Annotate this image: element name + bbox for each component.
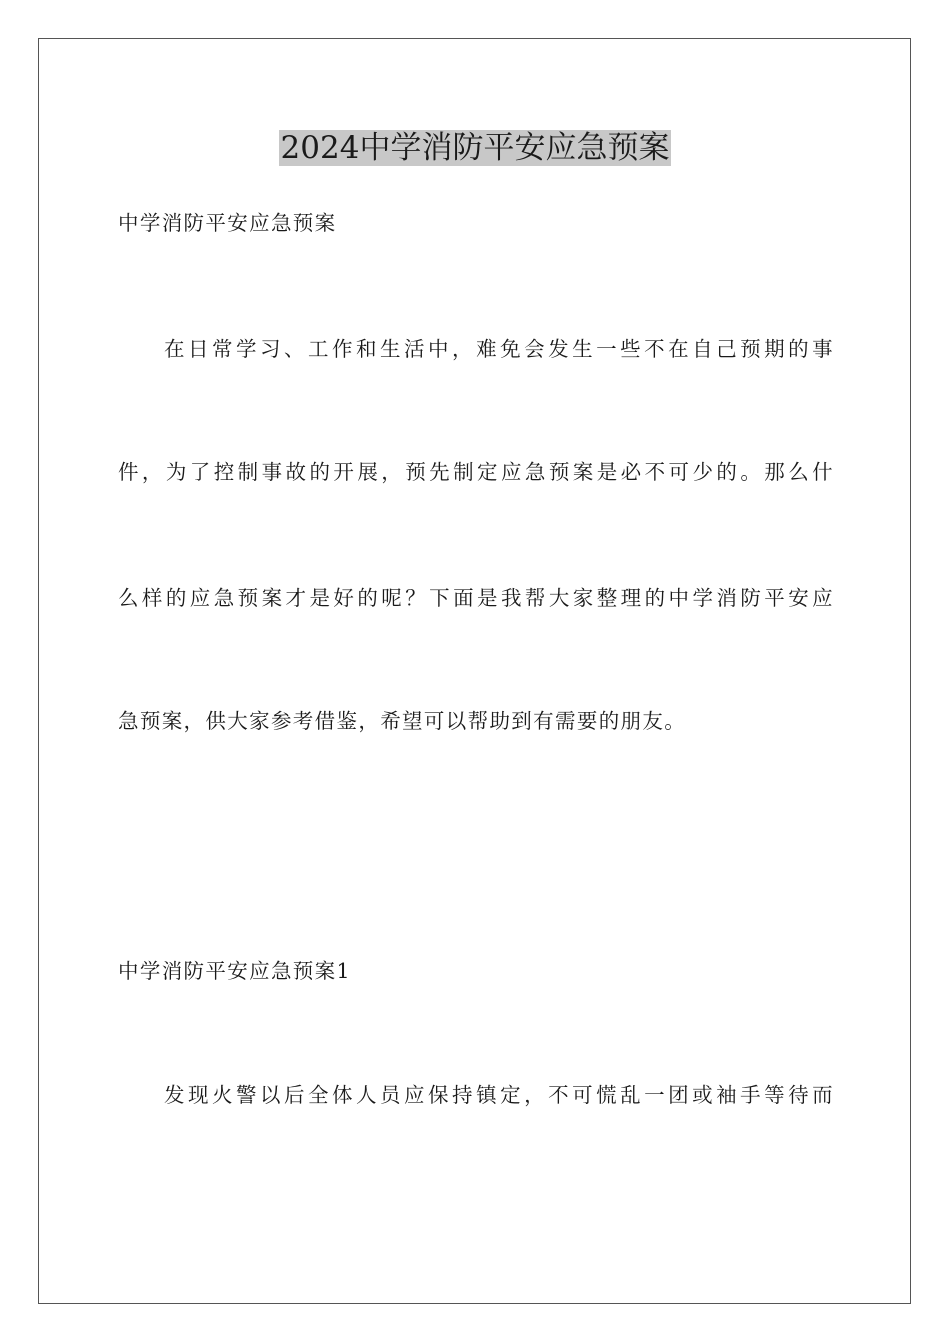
intro-line-3: 么样的应急预案才是好的呢？下面是我帮大家整理的中学消防平安应: [118, 586, 834, 610]
document-title: [0, 128, 950, 168]
intro-line-2: 件，为了控制事故的开展，预先制定应急预案是必不可少的。那么什: [118, 460, 834, 484]
document-subtitle: 中学消防平安应急预案: [118, 211, 337, 235]
intro-line-1: 在日常学习、工作和生活中，难免会发生一些不在自己预期的事: [164, 337, 834, 361]
section-heading: 中学消防平安应急预案1: [118, 959, 351, 983]
intro-line-4: 急预案，供大家参考借鉴，希望可以帮助到有需要的朋友。: [118, 709, 687, 733]
section-line-1: 发现火警以后全体人员应保持镇定，不可慌乱一团或袖手等待而: [164, 1083, 834, 1107]
document-title-text: 2024中学消防平安应急预案: [280, 130, 670, 166]
